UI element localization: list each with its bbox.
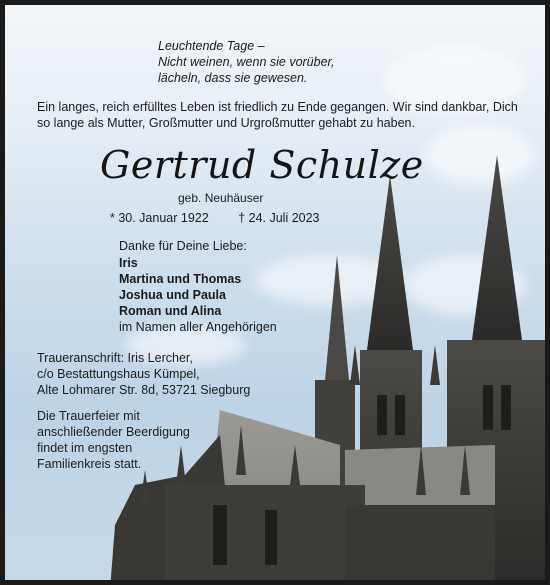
funeral-line: Die Trauerfeier mit (37, 409, 140, 423)
address-line: Traueranschrift: Iris Lercher, (37, 351, 193, 365)
address-line: c/o Bestattungshaus Kümpel, (37, 367, 200, 381)
birth-name: geb. Neuhäuser (178, 191, 264, 205)
birth-date: * 30. Januar 1922 (110, 211, 209, 225)
poem-line: Leuchtende Tage – (158, 39, 265, 53)
mourner-name: Martina und Thomas (119, 272, 242, 286)
funeral-line: Familienkreis statt. (37, 457, 142, 471)
poem (158, 38, 334, 86)
deceased-name: Gertrud Schulze (100, 143, 424, 187)
mourner-name: Iris (119, 256, 138, 270)
funeral-line: anschließender Beerdigung (37, 425, 190, 439)
funeral-info (37, 408, 190, 472)
cathedral-image (5, 5, 550, 585)
intro-text (37, 99, 537, 131)
death-date: † 24. Juli 2023 (238, 211, 320, 225)
mourner-name: Joshua und Paula (119, 288, 226, 302)
mourner-name: Roman und Alina (119, 304, 222, 318)
funeral-line: findet im engsten (37, 441, 133, 455)
address-line: Alte Lohmarer Str. 8d, 53721 Siegburg (37, 383, 251, 397)
poem-line: Nicht weinen, wenn sie vorüber, (158, 55, 335, 69)
life-dates (110, 210, 346, 226)
intro-line: Ein langes, reich erfülltes Leben ist friedlich zu Ende gegangen. Wir sind dankbar, Dich (37, 100, 518, 114)
mourners-closing: im Namen aller Angehörigen (119, 320, 277, 334)
thanks-line: Danke für Deine Liebe: (119, 239, 247, 253)
mourners-list (119, 255, 277, 335)
poem-line: lächeln, dass sie gewesen. (158, 71, 308, 85)
mourning-address (37, 350, 250, 398)
intro-line: so lange als Mutter, Großmutter und Urgroßmutter gehabt zu haben. (37, 116, 415, 130)
